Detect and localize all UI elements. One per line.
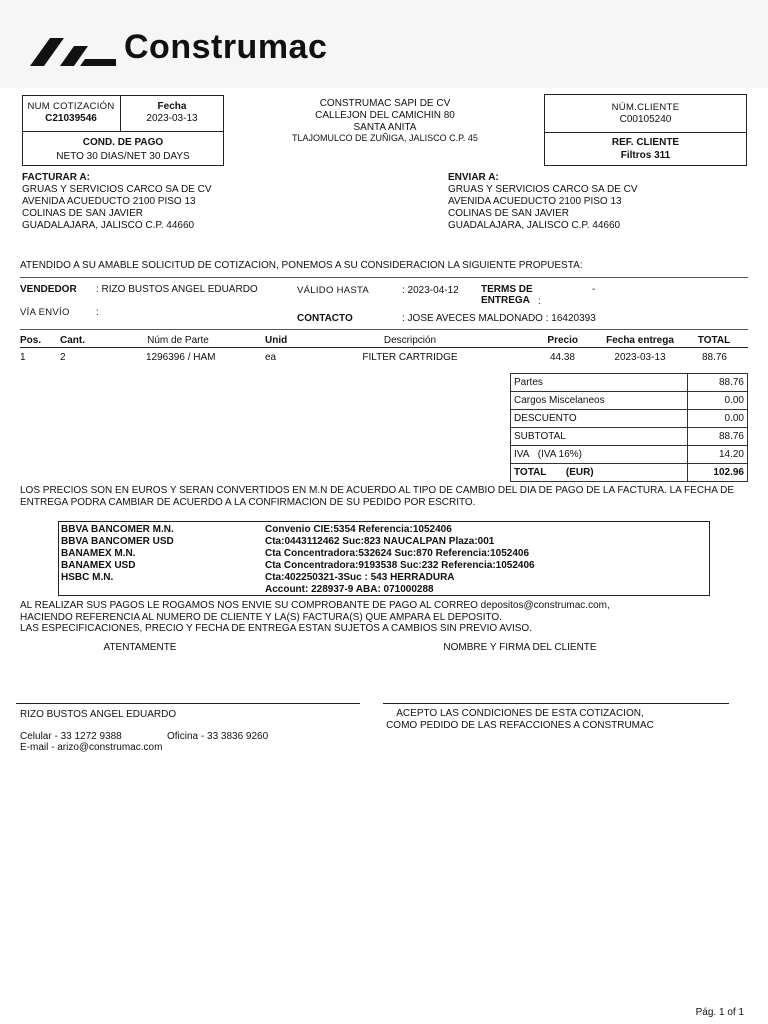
company-name: CONSTRUMAC SAPI DE CV [319, 98, 451, 109]
intro-text: ATENDIDO A SU AMABLE SOLICITUD DE COTIZACION, PONEMOS A SU CONSIDERACION LA SIGUIENTE PROPUESTA: [20, 260, 583, 271]
item-part-number: 1296396 / HAM [146, 352, 216, 363]
valid-until-label: VÁLIDO HASTA [297, 285, 370, 296]
acceptance-line-2: COMO PEDIDO DE LAS REFACCIONES A CONSTRUMAC [386, 720, 654, 731]
seller-office: Oficina - 33 3836 9260 [167, 731, 269, 742]
bank-detail: Convenio CIE:5354 Referencia:1052406 [265, 524, 452, 535]
client-number: C00105240 [619, 114, 672, 125]
col-unit-header: Unid [265, 335, 288, 346]
brand-name: Construmac [124, 28, 328, 66]
bill-to-line: AVENIDA ACUEDUCTO 2100 PISO 13 [22, 196, 196, 207]
quote-date: 2023-03-13 [146, 113, 198, 124]
tax-rate: (IVA 16%) [537, 449, 583, 460]
company-colony: SANTA ANITA [353, 122, 417, 133]
item-delivery-date: 2023-03-13 [614, 352, 666, 363]
vendedor-value: : RIZO BUSTOS ANGEL EDUARDO [96, 284, 258, 295]
totals-row-tax [511, 446, 748, 464]
payment-note-line: HACIENDO REFERENCIA AL NUMERO DE CLIENTE Y LA(S) FACTURA(S) QUE AMPARA EL DEPOSITO. [20, 612, 502, 623]
misc-charges-label: Cargos Miscelaneos [511, 392, 688, 410]
parts-value: 88.76 [688, 374, 748, 392]
payment-terms: NETO 30 DIAS/NET 30 DAYS [56, 151, 190, 162]
company-street: CALLEJON DEL CAMICHIN 80 [315, 110, 455, 121]
grand-total-cell [511, 464, 688, 482]
totals-row-misc [511, 392, 748, 410]
seller-signature-line [16, 703, 360, 704]
bank-detail: Cta Concentradora:532624 Suc:870 Referencia:1052406 [265, 548, 530, 559]
terms-label-2: ENTREGA [481, 295, 530, 306]
bank-detail: Cta:0443112462 Suc:823 NAUCALPAN Plaza:001 [265, 536, 495, 547]
seller-name: RIZO BUSTOS ANGEL EDUARDO [20, 709, 177, 720]
ship-to-line: GRUAS Y SERVICIOS CARCO SA DE CV [448, 184, 638, 195]
subtotal-label: SUBTOTAL [511, 428, 688, 446]
page-number: Pág. 1 of 1 [695, 1007, 744, 1018]
totals-table [510, 373, 748, 482]
discount-label: DESCUENTO [511, 410, 688, 428]
item-pos: 1 [20, 352, 26, 363]
ship-to-label: ENVIAR A: [448, 172, 499, 183]
col-total-header: TOTAL [697, 335, 731, 346]
item-total: 88.76 [701, 352, 727, 363]
grand-total-value: 102.96 [688, 464, 748, 482]
subtotal-value: 88.76 [688, 428, 748, 446]
prices-note-2: ENTREGA PODRA CAMBIAR DE ACUERDO A LA CONFIRMACION DE SU PEDIDO POR ESCRITO. [20, 497, 476, 508]
payment-terms-label: COND. DE PAGO [82, 137, 164, 148]
bill-to-line: GRUAS Y SERVICIOS CARCO SA DE CV [22, 184, 212, 195]
acceptance-line: ACEPTO LAS CONDICIONES DE ESTA COTIZACION, [396, 708, 644, 719]
ship-via-label: VÍA ENVÍO [20, 307, 70, 318]
ship-to-line: COLINAS DE SAN JAVIER [448, 208, 569, 219]
bank-name: BBVA BANCOMER M.N. [61, 524, 174, 535]
parts-label: Partes [511, 374, 688, 392]
client-signature-line [383, 703, 729, 704]
ship-to-line: GUADALAJARA, JALISCO C.P. 44660 [448, 220, 621, 231]
date-label: Fecha [157, 101, 187, 112]
bank-detail: Account: 228937-9 ABA: 071000288 [265, 584, 434, 595]
sincerely-label: ATENTAMENTE [103, 642, 177, 653]
seller-mobile: Celular - 33 1272 9388 [20, 731, 122, 742]
col-part-header: Núm de Parte [147, 335, 209, 346]
grand-total-currency: (EUR) [565, 467, 594, 478]
bank-detail: Cta:402250321-3Suc : 543 HERRADURA [265, 572, 455, 583]
contact-value: : JOSE AVECES MALDONADO : 16420393 [402, 313, 596, 324]
bank-name: HSBC M.N. [61, 572, 114, 583]
bank-name: BANAMEX M.N. [61, 548, 136, 559]
discount-value: 0.00 [688, 410, 748, 428]
client-signature-label: NOMBRE Y FIRMA DEL CLIENTE [443, 642, 597, 653]
client-ref: Filtros 311 [620, 150, 671, 161]
seller-email: E-mail - arizo@construmac.com [20, 742, 163, 753]
payment-note-line: LAS ESPECIFICACIONES, PRECIO Y FECHA DE ENTREGA ESTAN SUJETOS A CAMBIOS SIN PREVIO AVISO. [20, 623, 532, 634]
col-pos-header: Pos. [20, 335, 42, 346]
col-desc-header: Descripción [383, 335, 437, 346]
valid-until-value: : 2023-04-12 [402, 285, 459, 296]
bank-detail: Cta Concentradora:9193538 Suc:232 Referencia:1052406 [265, 560, 535, 571]
quote-number-label: NUM COTIZACIÓN [27, 101, 115, 112]
totals-row-subtotal [511, 428, 748, 446]
totals-row-total [511, 464, 748, 482]
tax-value: 14.20 [688, 446, 748, 464]
vendedor-label: VENDEDOR [20, 284, 77, 295]
col-price-header: Precio [547, 335, 578, 346]
col-qty-header: Cant. [60, 335, 85, 346]
terms-value: - [592, 284, 596, 295]
bank-name: BBVA BANCOMER USD [61, 536, 174, 547]
totals-row-discount [511, 410, 748, 428]
tax-cell [511, 446, 688, 464]
ship-to-line: AVENIDA ACUEDUCTO 2100 PISO 13 [448, 196, 622, 207]
terms-colon: : [538, 296, 541, 307]
client-number-label: NÚM.CLIENTE [611, 102, 680, 113]
bank-name: BANAMEX USD [61, 560, 136, 571]
company-city: TLAJOMULCO DE ZUÑIGA, JALISCO C.P. 45 [292, 133, 478, 143]
misc-charges-value: 0.00 [688, 392, 748, 410]
client-ref-label: REF. CLIENTE [611, 137, 680, 148]
prices-note: LOS PRECIOS SON EN EUROS Y SERAN CONVERTIDOS EN M.N DE ACUERDO AL TIPO DE CAMBIO DEL DIA DE PAGO DE LA FACTURA. LA FECHA DE [20, 485, 735, 496]
grand-total-label: TOTAL [514, 467, 547, 478]
contact-label: CONTACTO [297, 313, 353, 324]
bill-to-line: GUADALAJARA, JALISCO C.P. 44660 [22, 220, 195, 231]
totals-row-parts [511, 374, 748, 392]
bill-to-line: COLINAS DE SAN JAVIER [22, 208, 143, 219]
quote-number: C21039546 [45, 113, 97, 124]
payment-note-line: AL REALIZAR SUS PAGOS LE ROGAMOS NOS ENVIE SU COMPROBANTE DE PAGO AL CORREO depositos@construmac.com, [20, 600, 610, 611]
tax-label: IVA [514, 449, 530, 460]
item-description: FILTER CARTRIDGE [362, 352, 458, 363]
ship-via-value: : [96, 307, 99, 318]
col-date-header: Fecha entrega [606, 335, 674, 346]
item-unit: ea [265, 352, 277, 363]
bill-to-label: FACTURAR A: [22, 172, 90, 183]
construmac-logo-icon [30, 30, 116, 68]
item-price: 44.38 [549, 352, 575, 363]
item-qty: 2 [60, 352, 66, 363]
terms-label: TERMS DE [481, 284, 533, 295]
